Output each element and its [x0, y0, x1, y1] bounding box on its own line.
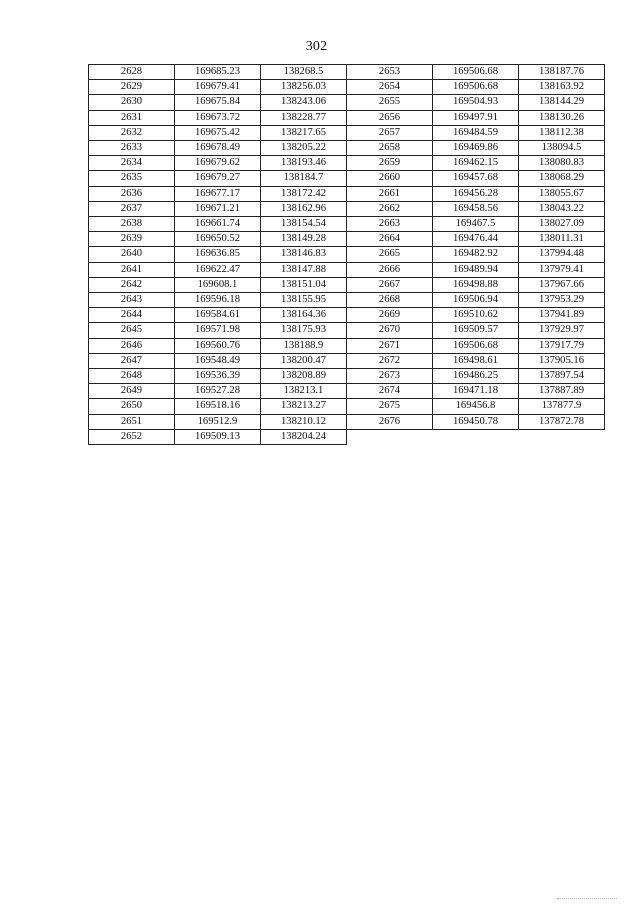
left-point-id-cell: 2649	[89, 384, 175, 399]
right-x-coordinate-cell: 169462.15	[433, 156, 519, 171]
left-point-id-cell: 2630	[89, 95, 175, 110]
right-point-id-cell: 2674	[347, 384, 433, 399]
right-x-coordinate-cell: 169510.62	[433, 308, 519, 323]
table-row	[89, 156, 605, 171]
table-row	[89, 80, 605, 95]
right-x-coordinate-cell: 169509.57	[433, 323, 519, 338]
table-row	[89, 141, 605, 156]
right-point-id-cell: 2673	[347, 369, 433, 384]
right-x-coordinate-cell: 169504.93	[433, 95, 519, 110]
left-point-id-cell: 2638	[89, 217, 175, 232]
right-point-id-cell: 2660	[347, 171, 433, 186]
left-point-id-cell: 2650	[89, 399, 175, 414]
left-y-coordinate-cell: 138154.54	[261, 217, 347, 232]
left-x-coordinate-cell: 169671.21	[175, 201, 261, 216]
right-x-coordinate-cell: 169506.68	[433, 80, 519, 95]
right-x-coordinate-cell: 169467.5	[433, 217, 519, 232]
right-x-coordinate-cell: 169497.91	[433, 110, 519, 125]
left-x-coordinate-cell: 169679.62	[175, 156, 261, 171]
left-y-coordinate-cell: 138213.1	[261, 384, 347, 399]
right-x-coordinate-cell: 169476.44	[433, 232, 519, 247]
left-y-coordinate-cell: 138188.9	[261, 338, 347, 353]
left-y-coordinate-cell: 138205.22	[261, 141, 347, 156]
left-x-coordinate-cell: 169650.52	[175, 232, 261, 247]
left-x-coordinate-cell: 169673.72	[175, 110, 261, 125]
left-point-id-cell: 2641	[89, 262, 175, 277]
left-y-coordinate-cell: 138151.04	[261, 277, 347, 292]
table-row	[89, 247, 605, 262]
right-x-coordinate-cell: 169458.56	[433, 201, 519, 216]
left-y-coordinate-cell: 138204.24	[261, 429, 347, 444]
right-y-coordinate-cell: 138187.76	[519, 65, 605, 80]
right-y-coordinate-cell: 138130.26	[519, 110, 605, 125]
left-point-id-cell: 2648	[89, 369, 175, 384]
left-y-coordinate-cell: 138175.93	[261, 323, 347, 338]
left-y-coordinate-cell: 138184.7	[261, 171, 347, 186]
table-row	[89, 110, 605, 125]
right-point-id-cell: 2656	[347, 110, 433, 125]
table-row	[89, 429, 605, 444]
right-point-id-cell: 2664	[347, 232, 433, 247]
left-x-coordinate-cell: 169512.9	[175, 414, 261, 429]
right-y-coordinate-cell: 138011.31	[519, 232, 605, 247]
table-row	[89, 262, 605, 277]
left-y-coordinate-cell: 138213.27	[261, 399, 347, 414]
right-y-coordinate-cell: 137897.54	[519, 369, 605, 384]
right-point-id-cell: 2672	[347, 353, 433, 368]
left-x-coordinate-cell: 169596.18	[175, 293, 261, 308]
table-row	[89, 277, 605, 292]
left-y-coordinate-cell: 138228.77	[261, 110, 347, 125]
coordinates-table-body	[89, 65, 605, 445]
left-y-coordinate-cell: 138146.83	[261, 247, 347, 262]
left-x-coordinate-cell: 169571.98	[175, 323, 261, 338]
right-x-coordinate-cell: 169489.94	[433, 262, 519, 277]
table-row	[89, 384, 605, 399]
left-x-coordinate-cell: 169509.13	[175, 429, 261, 444]
table-row	[89, 323, 605, 338]
table-row	[89, 171, 605, 186]
right-x-coordinate-cell: 169506.68	[433, 338, 519, 353]
right-y-coordinate-cell: 138043.22	[519, 201, 605, 216]
table-row	[89, 125, 605, 140]
right-y-coordinate-cell: 138112.38	[519, 125, 605, 140]
right-y-coordinate-cell: 137905.16	[519, 353, 605, 368]
page-number: 302	[305, 39, 328, 54]
right-point-id-cell: 2670	[347, 323, 433, 338]
right-point-id-cell: 2663	[347, 217, 433, 232]
right-x-coordinate-cell: 169498.61	[433, 353, 519, 368]
right-point-id-cell: 2667	[347, 277, 433, 292]
right-x-coordinate-cell: 169469.86	[433, 141, 519, 156]
right-point-id-cell: 2671	[347, 338, 433, 353]
right-x-coordinate-cell: 169457.68	[433, 171, 519, 186]
left-point-id-cell: 2652	[89, 429, 175, 444]
left-x-coordinate-cell: 169675.42	[175, 125, 261, 140]
left-x-coordinate-cell: 169527.28	[175, 384, 261, 399]
right-y-coordinate-cell: 138163.92	[519, 80, 605, 95]
left-point-id-cell: 2636	[89, 186, 175, 201]
empty-cell	[433, 429, 519, 444]
right-x-coordinate-cell: 169498.88	[433, 277, 519, 292]
right-y-coordinate-cell: 138027.09	[519, 217, 605, 232]
left-x-coordinate-cell: 169678.49	[175, 141, 261, 156]
right-point-id-cell: 2666	[347, 262, 433, 277]
left-point-id-cell: 2631	[89, 110, 175, 125]
right-y-coordinate-cell: 137877.9	[519, 399, 605, 414]
right-x-coordinate-cell: 169482.92	[433, 247, 519, 262]
right-x-coordinate-cell: 169506.68	[433, 65, 519, 80]
table-row	[89, 293, 605, 308]
left-x-coordinate-cell: 169661.74	[175, 217, 261, 232]
left-point-id-cell: 2646	[89, 338, 175, 353]
empty-cell	[347, 429, 433, 444]
left-y-coordinate-cell: 138210.12	[261, 414, 347, 429]
left-y-coordinate-cell: 138164.36	[261, 308, 347, 323]
left-y-coordinate-cell: 138256.03	[261, 80, 347, 95]
left-point-id-cell: 2647	[89, 353, 175, 368]
left-x-coordinate-cell: 169622.47	[175, 262, 261, 277]
right-point-id-cell: 2676	[347, 414, 433, 429]
right-y-coordinate-cell: 137979.41	[519, 262, 605, 277]
right-y-coordinate-cell: 138094.5	[519, 141, 605, 156]
left-y-coordinate-cell: 138208.89	[261, 369, 347, 384]
left-point-id-cell: 2651	[89, 414, 175, 429]
right-point-id-cell: 2653	[347, 65, 433, 80]
right-y-coordinate-cell: 138055.67	[519, 186, 605, 201]
table-row	[89, 338, 605, 353]
right-y-coordinate-cell: 137917.79	[519, 338, 605, 353]
right-y-coordinate-cell: 137872.78	[519, 414, 605, 429]
left-y-coordinate-cell: 138200.47	[261, 353, 347, 368]
table-row	[89, 95, 605, 110]
table-row	[89, 353, 605, 368]
left-point-id-cell: 2632	[89, 125, 175, 140]
right-point-id-cell: 2662	[347, 201, 433, 216]
table-row	[89, 65, 605, 80]
table-row	[89, 186, 605, 201]
right-x-coordinate-cell: 169506.94	[433, 293, 519, 308]
left-point-id-cell: 2640	[89, 247, 175, 262]
left-x-coordinate-cell: 169679.27	[175, 171, 261, 186]
right-x-coordinate-cell: 169450.78	[433, 414, 519, 429]
left-point-id-cell: 2635	[89, 171, 175, 186]
right-point-id-cell: 2659	[347, 156, 433, 171]
right-y-coordinate-cell: 137994.48	[519, 247, 605, 262]
right-y-coordinate-cell: 137953.29	[519, 293, 605, 308]
table-row	[89, 308, 605, 323]
right-y-coordinate-cell: 137887.89	[519, 384, 605, 399]
left-x-coordinate-cell: 169677.17	[175, 186, 261, 201]
left-point-id-cell: 2633	[89, 141, 175, 156]
left-x-coordinate-cell: 169548.49	[175, 353, 261, 368]
scan-artifact	[557, 898, 617, 900]
left-x-coordinate-cell: 169536.39	[175, 369, 261, 384]
right-y-coordinate-cell: 138068.29	[519, 171, 605, 186]
left-y-coordinate-cell: 138147.88	[261, 262, 347, 277]
left-x-coordinate-cell: 169679.41	[175, 80, 261, 95]
right-point-id-cell: 2654	[347, 80, 433, 95]
table-row	[89, 232, 605, 247]
left-point-id-cell: 2643	[89, 293, 175, 308]
left-x-coordinate-cell: 169685.23	[175, 65, 261, 80]
right-point-id-cell: 2657	[347, 125, 433, 140]
right-point-id-cell: 2668	[347, 293, 433, 308]
right-x-coordinate-cell: 169471.18	[433, 384, 519, 399]
right-x-coordinate-cell: 169486.25	[433, 369, 519, 384]
right-y-coordinate-cell: 138144.29	[519, 95, 605, 110]
right-point-id-cell: 2655	[347, 95, 433, 110]
right-y-coordinate-cell: 138080.83	[519, 156, 605, 171]
left-point-id-cell: 2645	[89, 323, 175, 338]
left-point-id-cell: 2629	[89, 80, 175, 95]
left-x-coordinate-cell: 169608.1	[175, 277, 261, 292]
left-point-id-cell: 2644	[89, 308, 175, 323]
right-y-coordinate-cell: 137929.97	[519, 323, 605, 338]
left-y-coordinate-cell: 138193.46	[261, 156, 347, 171]
left-x-coordinate-cell: 169675.84	[175, 95, 261, 110]
right-x-coordinate-cell: 169456.8	[433, 399, 519, 414]
right-x-coordinate-cell: 169456.28	[433, 186, 519, 201]
table-row	[89, 414, 605, 429]
right-point-id-cell: 2675	[347, 399, 433, 414]
left-y-coordinate-cell: 138149.28	[261, 232, 347, 247]
left-x-coordinate-cell: 169560.76	[175, 338, 261, 353]
left-point-id-cell: 2639	[89, 232, 175, 247]
right-point-id-cell: 2665	[347, 247, 433, 262]
left-y-coordinate-cell: 138172.42	[261, 186, 347, 201]
right-point-id-cell: 2669	[347, 308, 433, 323]
right-y-coordinate-cell: 137967.66	[519, 277, 605, 292]
table-row	[89, 399, 605, 414]
left-point-id-cell: 2642	[89, 277, 175, 292]
table-row	[89, 201, 605, 216]
left-x-coordinate-cell: 169518.16	[175, 399, 261, 414]
left-y-coordinate-cell: 138217.65	[261, 125, 347, 140]
left-y-coordinate-cell: 138268.5	[261, 65, 347, 80]
left-x-coordinate-cell: 169636.85	[175, 247, 261, 262]
left-point-id-cell: 2637	[89, 201, 175, 216]
right-x-coordinate-cell: 169484.59	[433, 125, 519, 140]
table-row	[89, 217, 605, 232]
coordinates-table	[88, 64, 605, 445]
left-y-coordinate-cell: 138162.96	[261, 201, 347, 216]
left-y-coordinate-cell: 138243.06	[261, 95, 347, 110]
left-point-id-cell: 2634	[89, 156, 175, 171]
right-y-coordinate-cell: 137941.89	[519, 308, 605, 323]
left-x-coordinate-cell: 169584.61	[175, 308, 261, 323]
right-point-id-cell: 2661	[347, 186, 433, 201]
left-y-coordinate-cell: 138155.95	[261, 293, 347, 308]
empty-cell	[519, 429, 605, 444]
left-point-id-cell: 2628	[89, 65, 175, 80]
table-row	[89, 369, 605, 384]
right-point-id-cell: 2658	[347, 141, 433, 156]
